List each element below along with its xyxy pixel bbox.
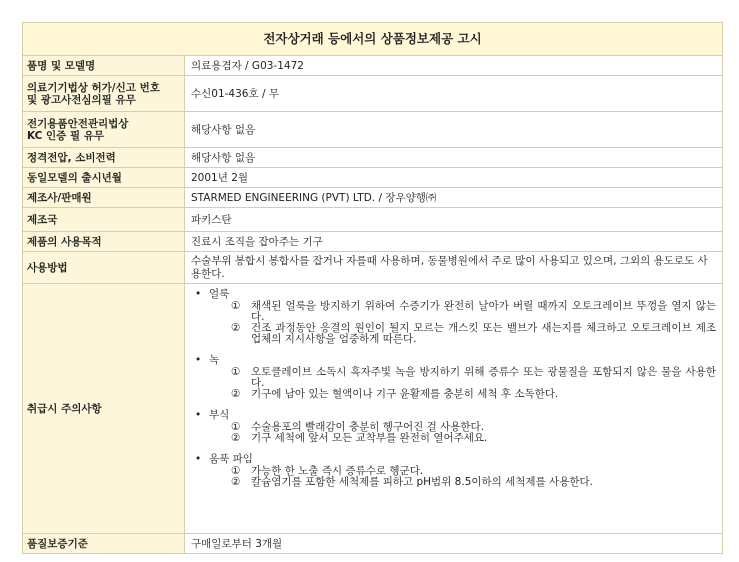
section-title: 부식: [209, 409, 230, 421]
item-text: 기구 세척에 앞서 모든 교착부를 완전히 열어주세요.: [251, 432, 488, 444]
list-item: [191, 301, 716, 323]
table-row: [23, 232, 723, 252]
table-title: 전자상거래 등에서의 상품정보제공 고시: [23, 23, 723, 56]
row-label: 제품의 사용목적: [23, 232, 185, 252]
table-row: [23, 252, 723, 284]
caution-section-corrosion: [191, 409, 716, 444]
section-title: 녹: [209, 354, 220, 366]
section-title: 움푹 파임: [209, 453, 253, 465]
list-item: [191, 323, 716, 345]
row-label: 의료기기법상 허가/신고 번호 및 광고사전심의필 유무: [23, 76, 185, 112]
row-value: 수술부위 봉합시 봉합사를 잡거나 자를때 사용하며, 동물병원에서 주로 많이 사용되고 있으며, 그외의 용도로도 사용한다.: [185, 252, 723, 284]
row-label: 품질보증기준: [23, 534, 185, 554]
item-text: 건조 과정동안 응결의 원인이 될지 모르는 개스킷 또는 밸브가 새는지를 체크하고 오토크레이브 제조업체의 지시사항을 엄중하게 따른다.: [251, 322, 716, 345]
list-item: [191, 433, 716, 444]
table-row: [23, 534, 723, 554]
bullet: •: [195, 288, 202, 300]
item-text: 오토클레이브 소독시 흑자주빛 녹을 방지하기 위해 증류수 또는 광물질을 포함되지 않은 물을 사용한다.: [251, 366, 716, 389]
item-text: 칼슘염기를 포함한 세척제를 피하고 pH범위 8.5이하의 세척제를 사용한다.: [251, 476, 593, 488]
item-number: ①: [231, 300, 241, 312]
row-value: 진료시 조직을 잡아주는 기구: [185, 232, 723, 252]
item-number: ①: [231, 421, 241, 433]
caution-label: 취급시 주의사항: [23, 284, 185, 534]
row-label: 정격전압, 소비전력: [23, 148, 185, 168]
row-value: STARMED ENGINEERING (PVT) LTD. / 장우양행㈜: [185, 188, 723, 208]
row-label: 제조사/판매원: [23, 188, 185, 208]
item-number: ①: [231, 366, 241, 378]
item-number: ①: [231, 465, 241, 477]
product-info-notice: [22, 22, 722, 554]
bullet: •: [195, 453, 202, 465]
table-row: [23, 76, 723, 112]
row-value: 구매일로부터 3개월: [185, 534, 723, 554]
row-label: 전기용품안전관리법상 KC 인증 필 유무: [23, 112, 185, 148]
bullet: •: [195, 409, 202, 421]
row-value: 해당사항 없음: [185, 148, 723, 168]
product-info-table: [22, 22, 723, 554]
row-value: 파키스탄: [185, 208, 723, 232]
row-value: 해당사항 없음: [185, 112, 723, 148]
list-item: [191, 477, 716, 488]
table-row: [23, 168, 723, 188]
row-value: 2001년 2월: [185, 168, 723, 188]
item-number: ②: [231, 476, 241, 488]
item-text: 수술용포의 빨래감이 충분히 헹구어진 걸 사용한다.: [251, 421, 485, 433]
caution-section-rust: [191, 354, 716, 400]
table-row: [23, 188, 723, 208]
table-row: [23, 148, 723, 168]
caution-section-stain: [191, 288, 716, 345]
row-label: 사용방법: [23, 252, 185, 284]
row-value: 수신01-436호 / 무: [185, 76, 723, 112]
section-title: 얼룩: [209, 288, 230, 300]
list-item: [191, 367, 716, 389]
item-number: ②: [231, 388, 241, 400]
row-label: 동일모델의 출시년월: [23, 168, 185, 188]
item-number: ②: [231, 432, 241, 444]
item-text: 가능한 한 노출 즉시 증류수로 헹군다.: [251, 465, 424, 477]
row-value: 의료용겸자 / G03-1472: [185, 56, 723, 76]
caution-content: [185, 284, 723, 534]
item-text: 기구에 남아 있는 혈액이나 기구 윤활제를 충분히 세척 후 소독한다.: [251, 388, 559, 400]
caution-section-pitting: [191, 453, 716, 488]
table-row: [23, 208, 723, 232]
row-label: 품명 및 모델명: [23, 56, 185, 76]
row-label: 제조국: [23, 208, 185, 232]
table-row: [23, 112, 723, 148]
item-number: ②: [231, 322, 241, 334]
item-text: 채색된 얼룩을 방지하기 위하여 수증기가 완전히 날아가 버릴 때까지 오토크레이브 뚜껑을 열지 않는다.: [251, 300, 716, 323]
bullet: •: [195, 354, 202, 366]
table-row-caution: [23, 284, 723, 534]
table-row: [23, 56, 723, 76]
list-item: [191, 389, 716, 400]
